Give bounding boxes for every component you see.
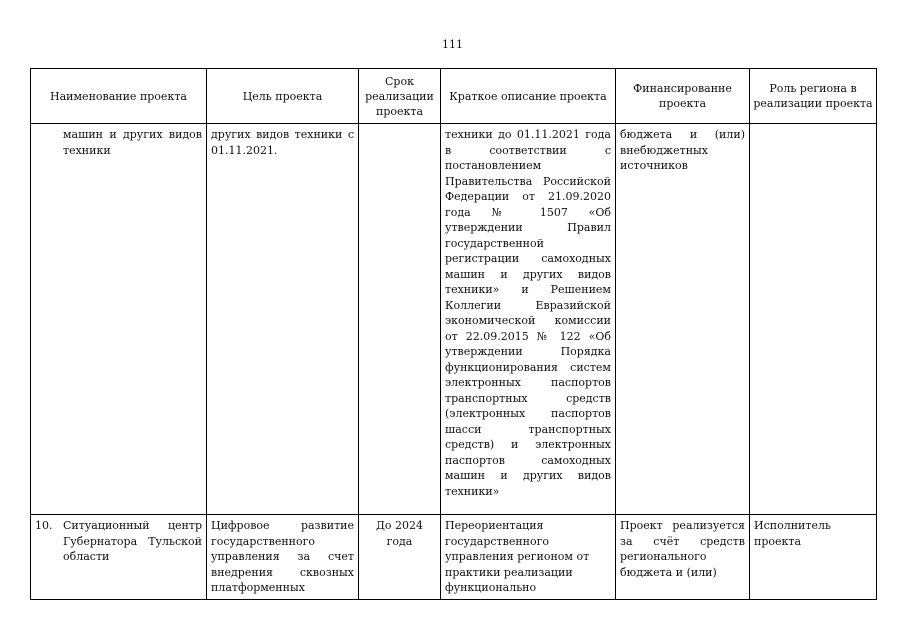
project-name: Ситуационный центр Губернатора Тульской области: [63, 519, 202, 563]
cell-role: [750, 124, 877, 515]
header-goal: Цель проекта: [207, 69, 359, 124]
project-name: машин и других видов техники: [63, 128, 202, 157]
cell-term: До 2024 года: [359, 515, 441, 600]
header-role: Роль региона в реализации проекта: [750, 69, 877, 124]
projects-table: [30, 68, 877, 600]
cell-goal: других видов техники с 01.11.2021.: [207, 124, 359, 515]
header-financing: Финансированне проекта: [616, 69, 750, 124]
row-number: [35, 127, 63, 158]
table-row: [31, 124, 877, 515]
row-number: 10.: [35, 519, 53, 532]
cell-name: [31, 124, 207, 515]
table-header-row: [31, 69, 877, 124]
header-description: Краткое описание проекта: [441, 69, 616, 124]
cell-financing: Проект реализуется за счёт средств регионального бюджета и (или): [616, 515, 750, 600]
cell-role: Исполнитель проекта: [750, 515, 877, 600]
header-name: Наименование проекта: [31, 69, 207, 124]
cell-term: [359, 124, 441, 515]
cell-name: [31, 515, 207, 600]
cell-description: Переориентация государственного управления регионом от практики реализации функционально: [441, 515, 616, 600]
page-number: 111: [442, 38, 463, 51]
header-term: Срок реализации проекта: [359, 69, 441, 124]
cell-goal: Цифровое развитие государственного управления за счет внедрения сквозных платформенных: [207, 515, 359, 600]
table-row: [31, 515, 877, 600]
cell-financing: бюджета и (или) внебюджетных источников: [616, 124, 750, 515]
cell-description: техники до 01.11.2021 года в соответствии с постановлением Правительства Российской Федерации от 21.09.2020 года № 1507 «Об утверждении Правил государственной регистрации самоходных машин и других видов техники» и Решением Коллегии Евразийской экономической комиссии от 22.09.2015 № 122 «Об утверждении Порядка функционирования систем электронных паспортов транспортных средств (электронных паспортов шасси транспортных средств) и электронных паспортов самоходных машин и других видов техники»: [441, 124, 616, 515]
